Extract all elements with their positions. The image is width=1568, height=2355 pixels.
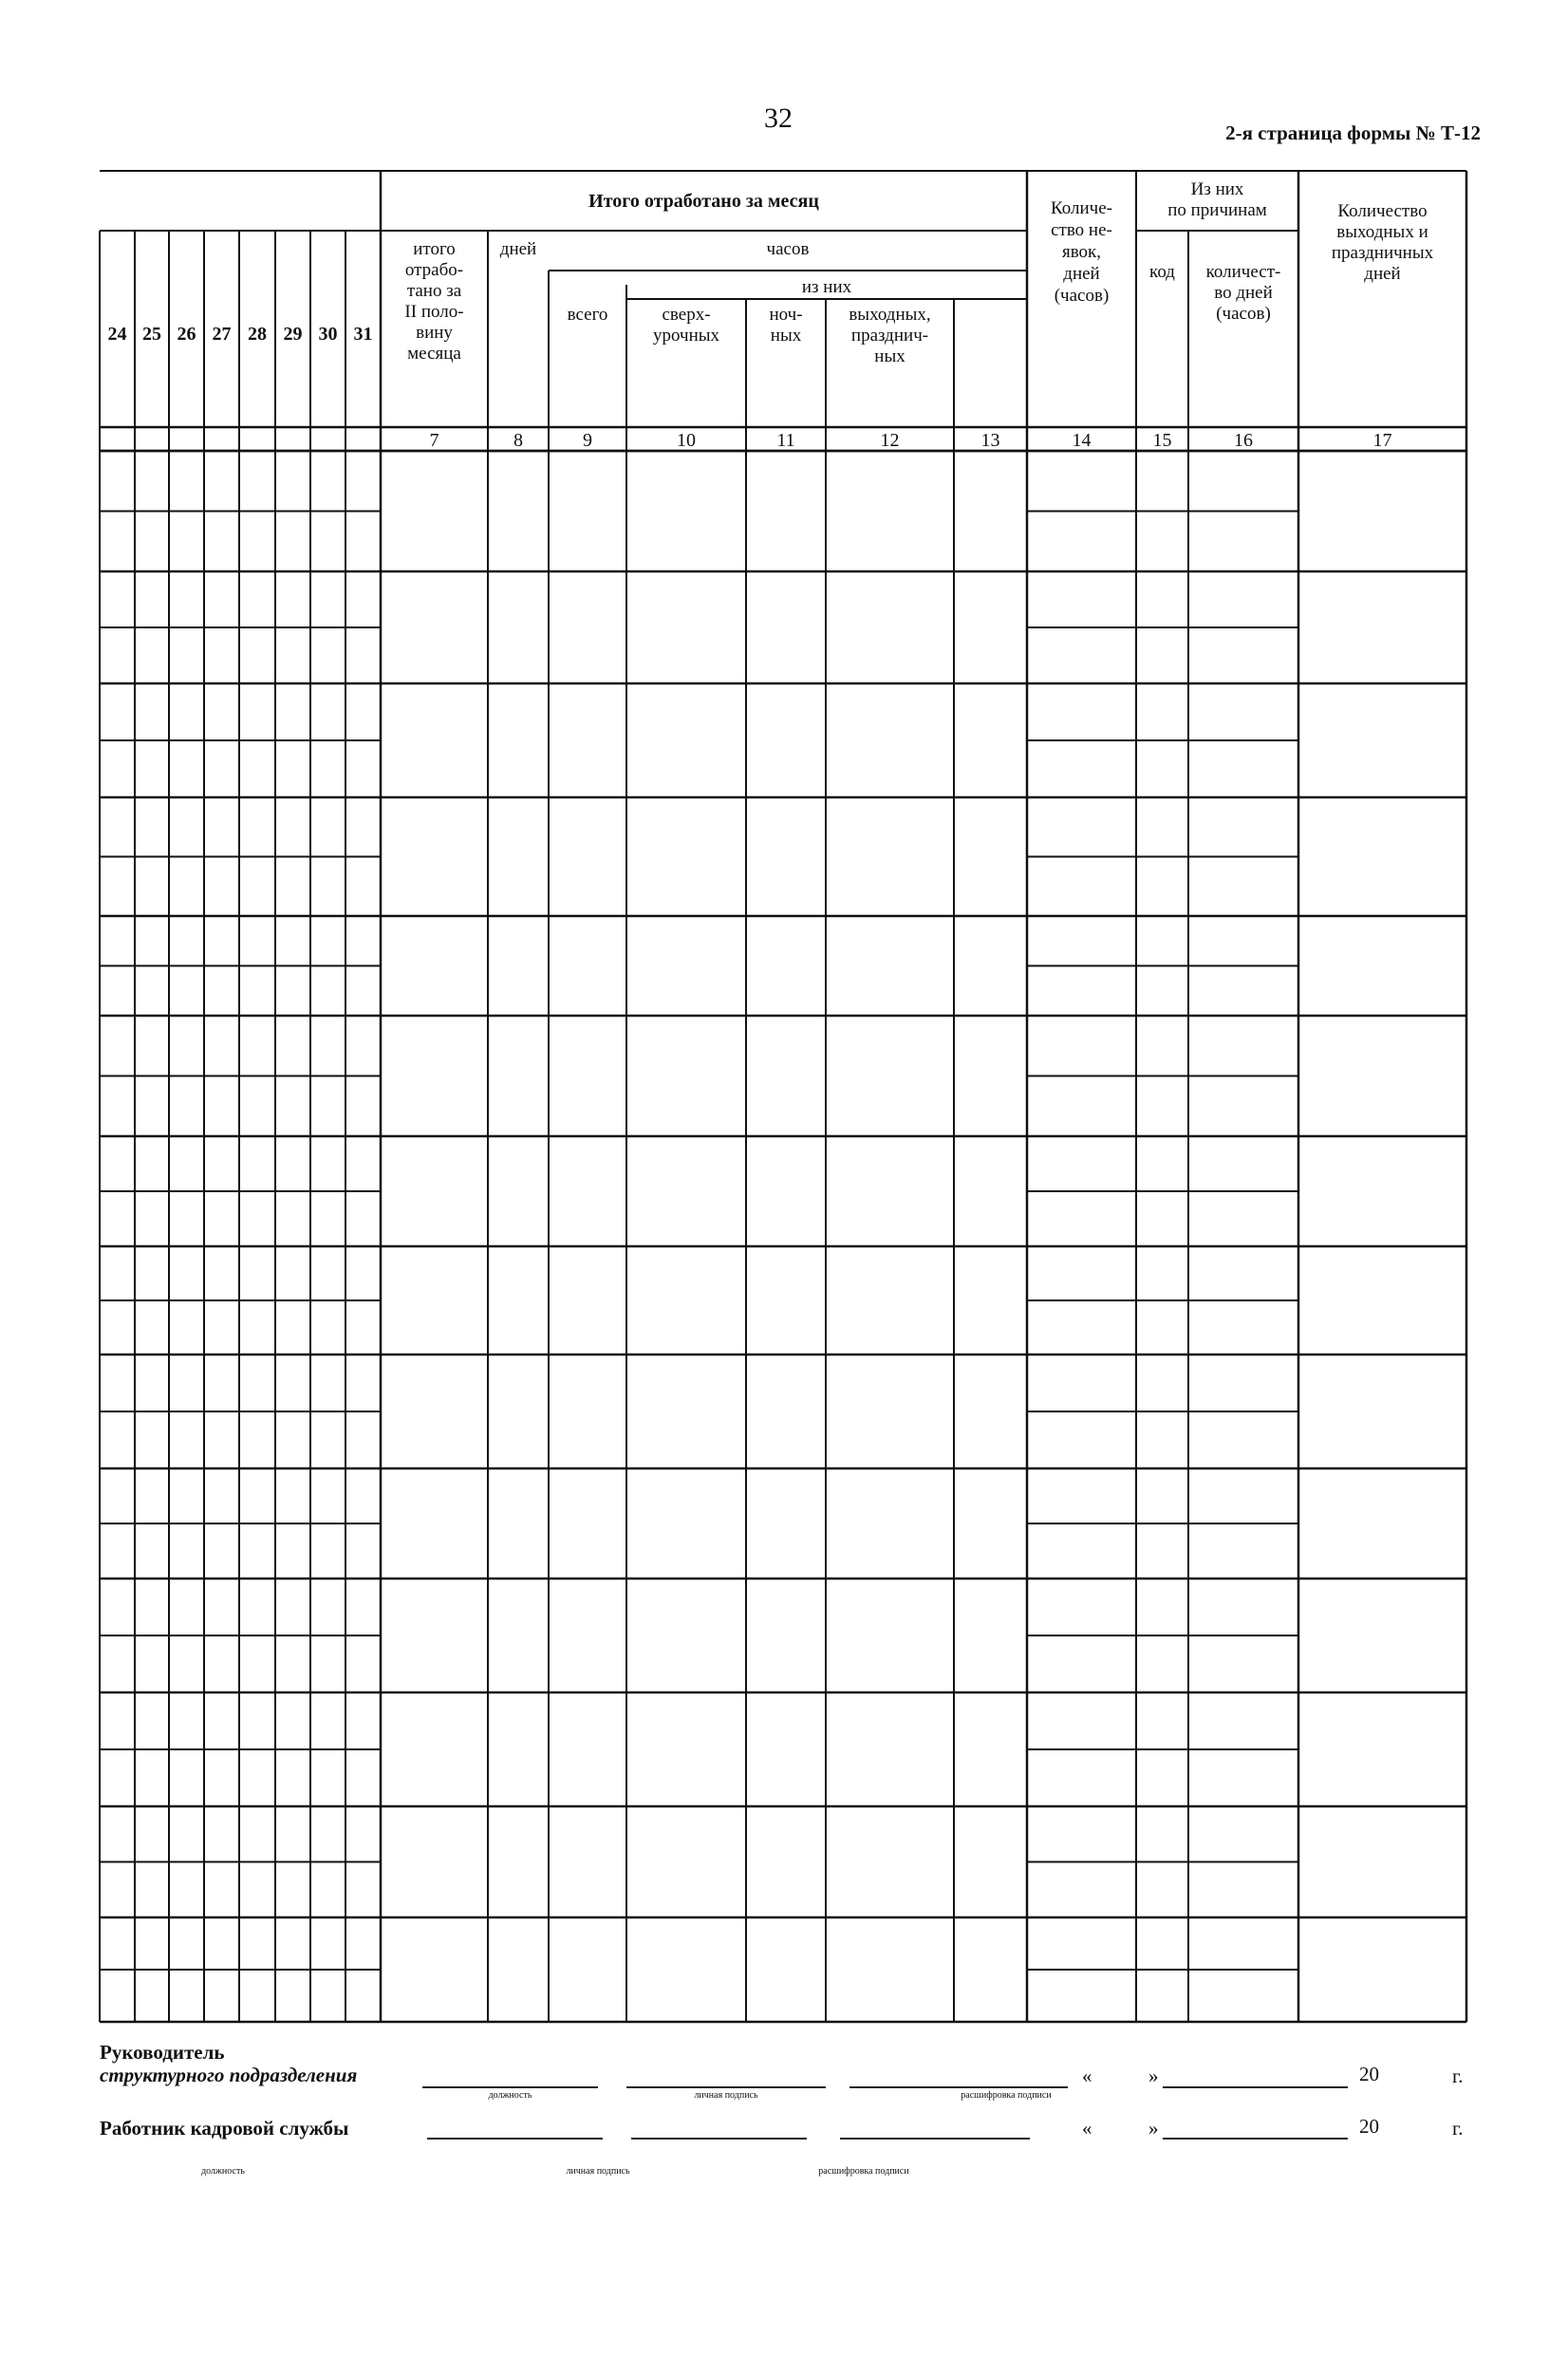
overtime-header: сверх- [662, 305, 711, 325]
half-month-header: отрабо- [404, 260, 464, 280]
head-quote-close: » [1148, 2065, 1159, 2087]
column-number: 16 [1234, 430, 1253, 451]
hr-quote-open: « [1082, 2117, 1092, 2140]
night-header: ноч- [769, 305, 803, 325]
weekend-header: праздничных [1331, 243, 1434, 263]
count-days-header: количест- [1205, 262, 1281, 282]
head-year-suffix: г. [1452, 2065, 1464, 2087]
head-subtitle: структурного подразделения [100, 2064, 358, 2086]
head-decode-caption: расшифровка подписи [961, 2090, 1052, 2101]
count-days-header: во дней [1214, 283, 1273, 303]
page-number: 32 [764, 103, 793, 134]
half-month-header: тано за [406, 281, 462, 301]
absence-header: Количе- [1051, 198, 1112, 218]
column-number: 11 [776, 430, 795, 451]
column-number: 14 [1072, 430, 1092, 451]
half-month-header: II поло- [404, 302, 464, 322]
half-month-header: месяца [407, 344, 461, 364]
hr-title: Работник кадровой службы [100, 2117, 349, 2140]
hr-position-line[interactable] [427, 2138, 603, 2140]
column-number: 8 [513, 430, 523, 451]
head-year-prefix: 20 [1359, 2063, 1379, 2085]
hr-signature-line[interactable] [631, 2138, 807, 2140]
column-number: 17 [1372, 430, 1392, 451]
head-signature-caption: личная подпись [694, 2090, 758, 2101]
column-number: 10 [677, 430, 696, 451]
column-number: 12 [880, 430, 900, 451]
head-position-caption: должность [488, 2090, 532, 2101]
column-number: 15 [1152, 430, 1172, 451]
day-column-header: 26 [177, 324, 196, 345]
hr-signature-caption: личная подпись [566, 2166, 630, 2177]
count-days-header: (часов) [1216, 304, 1271, 324]
head-quote-open: « [1082, 2065, 1092, 2087]
hr-signature-block [100, 2117, 348, 2140]
total-month-header: Итого отработано за месяц [588, 191, 819, 212]
of-them-header: из них [801, 277, 852, 297]
column-number: 9 [583, 430, 592, 451]
all-hours-header: всего [567, 305, 608, 325]
hr-position-caption: должность [201, 2166, 245, 2177]
half-month-header: вину [416, 323, 453, 343]
absence-header: дней [1063, 264, 1100, 284]
hr-quote-close: » [1148, 2117, 1159, 2140]
weekend-header: Количество [1337, 201, 1428, 221]
hr-decode-line[interactable] [840, 2138, 1030, 2140]
holiday-hours-header: выходных, [849, 305, 931, 325]
head-position-line[interactable] [422, 2086, 598, 2088]
absence-header: явок, [1061, 242, 1102, 262]
reasons-header: по причинам [1167, 200, 1267, 220]
day-column-header: 30 [318, 324, 338, 345]
head-date-line[interactable] [1163, 2086, 1348, 2088]
hr-year-suffix: г. [1452, 2117, 1464, 2140]
weekend-header: выходных и [1336, 222, 1428, 242]
days-header: дней [499, 239, 537, 259]
overtime-header: урочных [653, 326, 719, 346]
code-header: код [1149, 262, 1175, 282]
hr-decode-caption: расшифровка подписи [818, 2166, 909, 2177]
holiday-hours-header: празднич- [850, 326, 929, 346]
column-number: 13 [980, 430, 1000, 451]
head-signature-block [100, 2041, 357, 2087]
form-reference: 2-я страница формы № Т-12 [1225, 121, 1481, 144]
weekend-header: дней [1364, 264, 1401, 284]
head-decode-line[interactable] [849, 2086, 1068, 2088]
head-title: Руководитель [100, 2041, 225, 2064]
day-column-header: 24 [107, 324, 127, 345]
column-number: 7 [429, 430, 439, 451]
hr-year-prefix: 20 [1359, 2115, 1379, 2138]
day-column-header: 25 [142, 324, 161, 345]
night-header: ных [770, 326, 802, 346]
holiday-hours-header: ных [874, 346, 905, 366]
day-column-header: 29 [283, 324, 303, 345]
head-signature-line[interactable] [626, 2086, 826, 2088]
day-column-header: 28 [248, 324, 267, 345]
hours-header: часов [766, 239, 810, 259]
half-month-header: итого [413, 239, 456, 259]
reasons-header: Из них [1190, 179, 1244, 199]
day-column-header: 31 [353, 324, 373, 345]
absence-header: ство не- [1051, 220, 1112, 240]
day-column-header: 27 [212, 324, 232, 345]
hr-date-line[interactable] [1163, 2138, 1348, 2140]
absence-header: (часов) [1054, 286, 1110, 306]
